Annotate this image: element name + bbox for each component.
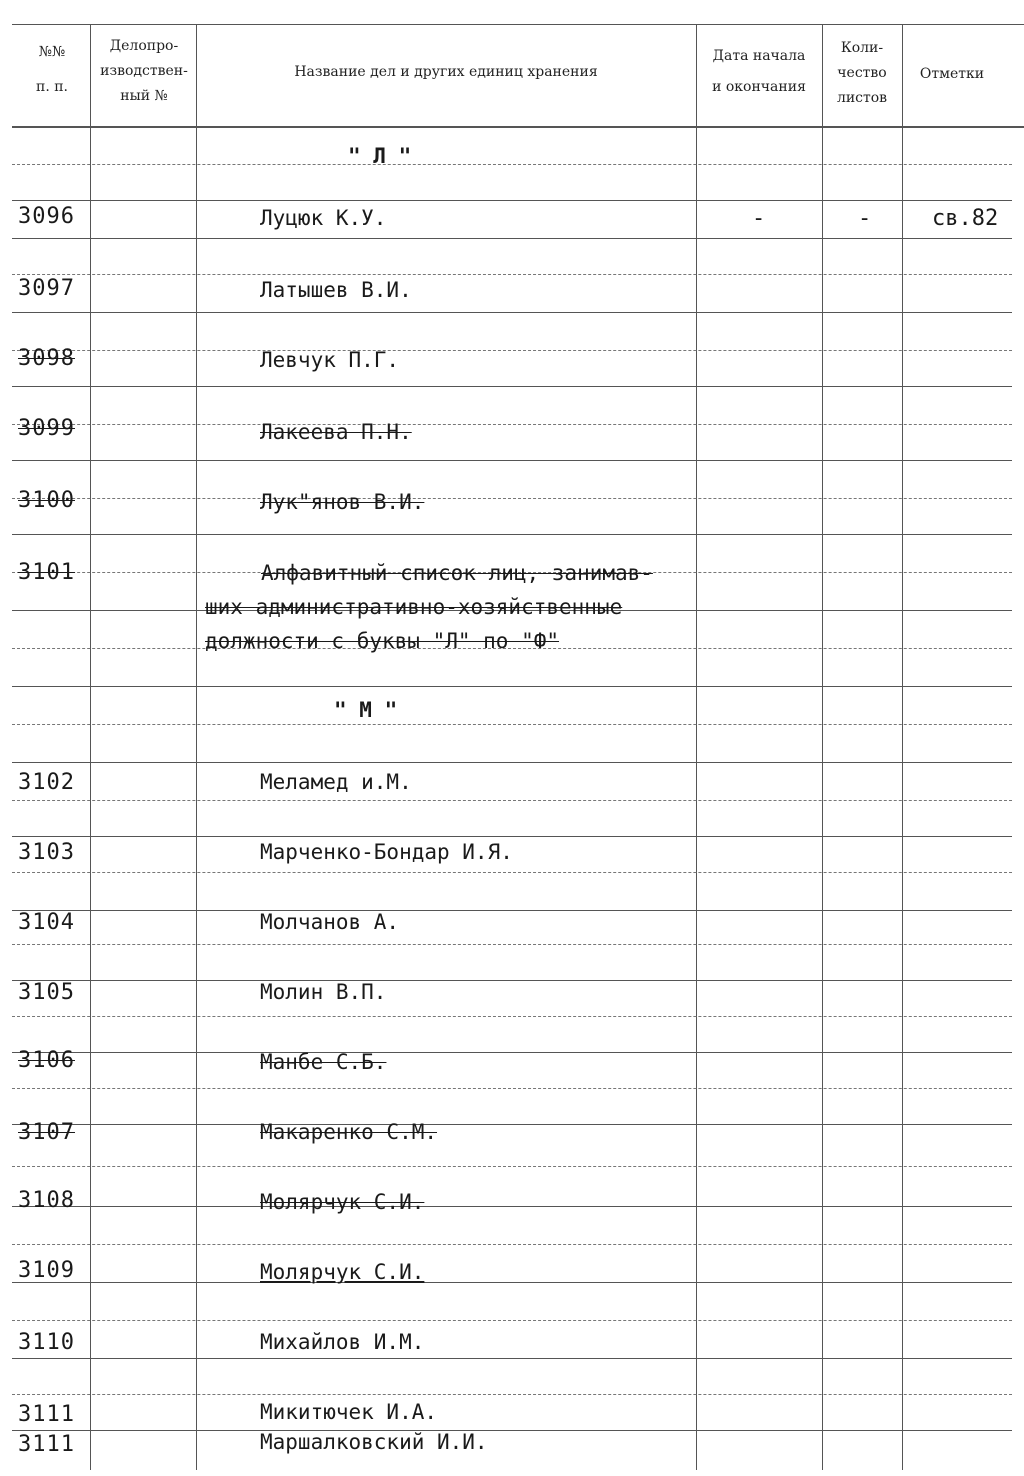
col-rule-2 [196,24,197,1470]
row-number: 3110 [18,1330,75,1355]
row-number: 3105 [18,980,75,1005]
section-letter-l: " Л " [348,144,412,168]
row-number: 3102 [18,770,75,795]
row-rule [12,1166,1012,1167]
row-rule [12,686,1012,687]
row-rule [12,1358,1012,1359]
row-title-line: Алфавитный список лиц, занимав- [261,561,653,585]
header-office-line1: Делопро- [109,38,179,54]
row-title: Молчанов А. [260,910,400,934]
row-number: 3103 [18,840,75,865]
row-rule [12,1206,1012,1207]
header-office-line2: изводствен- [100,63,188,79]
row-rule [12,836,1012,837]
header-notes: Отметки [919,66,985,82]
row-rule [12,238,1012,239]
header-sheets-line2: чество [837,65,887,81]
row-title: Молин В.П. [260,980,387,1004]
row-rule [12,762,1012,763]
header-dates-line2: и окончания [712,79,806,95]
row-title-multiline [205,556,685,658]
row-number: 3107 [18,1120,75,1145]
row-rule [12,944,1012,945]
row-rule [12,274,1012,275]
header-top-rule [12,24,1024,25]
header-sheets-line3: листов [836,90,888,106]
header-bottom-rule [12,126,1024,128]
row-number: 3111 [18,1432,75,1457]
row-rule [12,1430,1012,1431]
row-rule [12,200,1012,201]
col-rule-4 [822,24,823,1470]
row-rule [12,1052,1012,1053]
row-rule [12,386,1012,387]
row-number: 3096 [18,204,75,229]
row-rule [12,460,1012,461]
row-title: Меламед и.М. [260,770,412,794]
header-dates [698,46,820,98]
row-title: Лакеева П.Н. [260,420,412,444]
header-sheets [824,38,900,109]
row-title-line: должности с буквы "Л" по "Ф" [205,629,560,653]
row-rule [12,312,1012,313]
row-title: Молярчук С.И. [260,1260,425,1284]
header-num-line2: п. п. [35,79,68,95]
row-rule [12,1320,1012,1321]
row-notes: св.82 [932,206,999,231]
col-rule-1 [90,24,91,1470]
row-number: 3099 [18,416,75,441]
header-office-line3: ный № [120,88,168,104]
row-title: Левчук П.Г. [260,348,400,372]
row-sheets: - [858,206,872,231]
row-rule [12,424,1012,425]
row-number: 3098 [18,346,75,371]
row-rule [12,910,1012,911]
row-rule [12,1394,1012,1395]
header-num [14,42,90,98]
col-rule-3 [696,24,697,1470]
col-rule-5 [902,24,903,1470]
header-sheets-line1: Коли- [840,40,884,56]
header-office [92,36,196,107]
row-rule [12,1282,1012,1283]
header-dates-line1: Дата начала [712,48,806,64]
row-rule [12,872,1012,873]
row-rule [12,498,1012,499]
row-number: 3106 [18,1048,75,1073]
row-number: 3109 [18,1258,75,1283]
row-number: 3097 [18,276,75,301]
row-rule [12,1244,1012,1245]
row-title: Марченко-Бондар И.Я. [260,840,513,864]
row-number: 3101 [18,560,75,585]
row-number: 3108 [18,1188,75,1213]
row-title: Михайлов И.М. [260,1330,425,1354]
row-number: 3100 [18,488,75,513]
row-rule [12,1124,1012,1125]
row-title: Маршалковский И.И. [260,1430,488,1454]
header-num-line1: №№ [38,44,66,60]
row-number: 3111 [18,1402,75,1427]
row-title: Микитючек И.А. [260,1400,438,1424]
row-title-line: ших административно-хозяйственные [205,595,623,619]
row-rule [12,534,1012,535]
row-rule [12,724,1012,725]
row-title: Макаренко С.М. [260,1120,438,1144]
row-rule [12,350,1012,351]
row-number: 3104 [18,910,75,935]
row-title: Лук"янов В.И. [260,490,425,514]
row-title: Молярчук С.И. [260,1190,425,1214]
row-rule [12,980,1012,981]
row-rule [12,1088,1012,1089]
row-title: Манбе С.Б. [260,1050,387,1074]
section-letter-m: " М " [334,698,398,722]
row-rule [12,800,1012,801]
row-title: Латышев В.И. [260,278,412,302]
row-dates: - [752,206,766,231]
row-rule [12,164,1012,165]
row-rule [12,1016,1012,1017]
header-title: Название дел и других единиц хранения [294,64,598,80]
row-title: Луцюк К.У. [260,206,387,230]
